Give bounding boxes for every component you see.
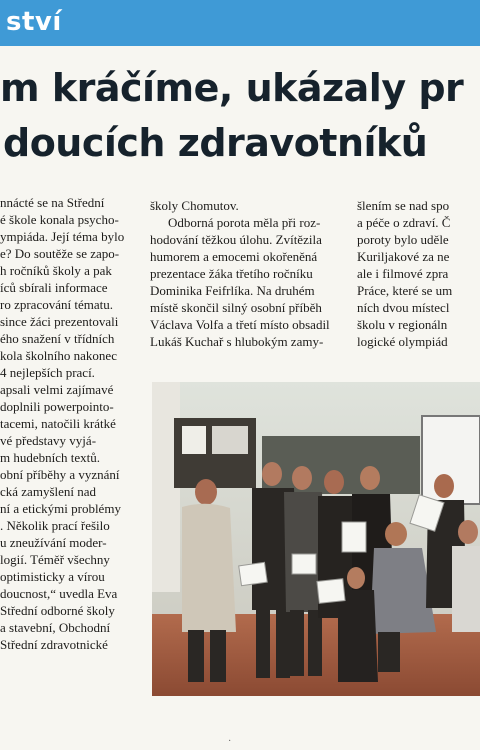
- text-line: e? Do soutěže se zapo-: [0, 246, 120, 261]
- text-line: optimisticky a vírou: [0, 569, 105, 584]
- text-line: poroty bylo uděle: [357, 232, 449, 247]
- text-line: hodování těžkou úlohu. Zvítězila: [150, 232, 322, 247]
- section-label: ství: [6, 7, 62, 37]
- text-line: logií. Téměř všechny: [0, 552, 110, 567]
- text-line: ale i filmové zpra: [357, 266, 449, 281]
- text-line: cká zamyšlení nad: [0, 484, 97, 499]
- text-line: since žáci prezentovali: [0, 314, 119, 329]
- headline-line-2: doucích zdravotníků: [3, 121, 428, 165]
- article-column-2: [150, 197, 350, 350]
- text-line: Střední zdravotnické: [0, 637, 108, 652]
- text-line: prezentace žáka třetího ročníku: [150, 266, 313, 281]
- article-column-1: [0, 194, 143, 653]
- text-line: íců sbírali informace: [0, 280, 108, 295]
- text-line: Práce, které se um: [357, 283, 453, 298]
- text-line: doucnost,“ uvedla Eva: [0, 586, 118, 601]
- text-line: Střední odborné školy: [0, 603, 115, 618]
- page-mark: ·: [228, 736, 232, 747]
- photo-illustration: [152, 382, 480, 696]
- text-line: ého snažení v třídních: [0, 331, 115, 346]
- text-line: h ročníků školy a pak: [0, 263, 112, 278]
- text-line: é škole konala psycho-: [0, 212, 119, 227]
- text-line: šlením se nad spo: [357, 198, 450, 213]
- article-photo: [152, 382, 480, 696]
- text-line: a péče o zdraví. Č: [357, 215, 451, 230]
- text-line: apsali velmi zajímavé: [0, 382, 114, 397]
- text-line: Lukáš Kuchař s hlubokým zamy-: [150, 334, 324, 349]
- text-line: Dominika Feifrlíka. Na druhém: [150, 283, 315, 298]
- article-column-3: [357, 197, 480, 350]
- section-banner: [0, 0, 480, 46]
- text-line: Kuriljakové za ne: [357, 249, 450, 264]
- text-line: humorem a emocemi okořeněná: [150, 249, 318, 264]
- text-line: Odborná porota měla při roz-: [168, 215, 321, 230]
- text-line: logické olympiád: [357, 334, 448, 349]
- text-line: u zneužívání moder-: [0, 535, 107, 550]
- text-line: a stavební, Obchodní: [0, 620, 111, 635]
- text-line: . Několik prací řešilo: [0, 518, 110, 533]
- text-line: nnácté se na Střední: [0, 195, 105, 210]
- text-line: školu v regionáln: [357, 317, 448, 332]
- headline-line-1: m kráčíme, ukázaly pr: [0, 66, 464, 110]
- text-line: tacemi, natočili krátké: [0, 416, 116, 431]
- text-line: ro zpracování tématu.: [0, 297, 113, 312]
- text-line: místě skončil silný osobní příběh: [150, 300, 322, 315]
- text-line: obní příběhy a vyznání: [0, 467, 120, 482]
- text-line: ních dvou místecl: [357, 300, 450, 315]
- text-line: m hudebních textů.: [0, 450, 101, 465]
- text-line: doplnili powerpointo-: [0, 399, 114, 414]
- text-line: 4 nejlepších prací.: [0, 365, 95, 380]
- text-line: ní a etickými problémy: [0, 501, 121, 516]
- text-line: školy Chomutov.: [150, 198, 239, 213]
- text-line: Václava Volfa a třetí místo obsadil: [150, 317, 330, 332]
- text-line: kola školního nakonec: [0, 348, 117, 363]
- text-line: vé představy vyjá-: [0, 433, 97, 448]
- text-line: ympiáda. Její téma bylo: [0, 229, 125, 244]
